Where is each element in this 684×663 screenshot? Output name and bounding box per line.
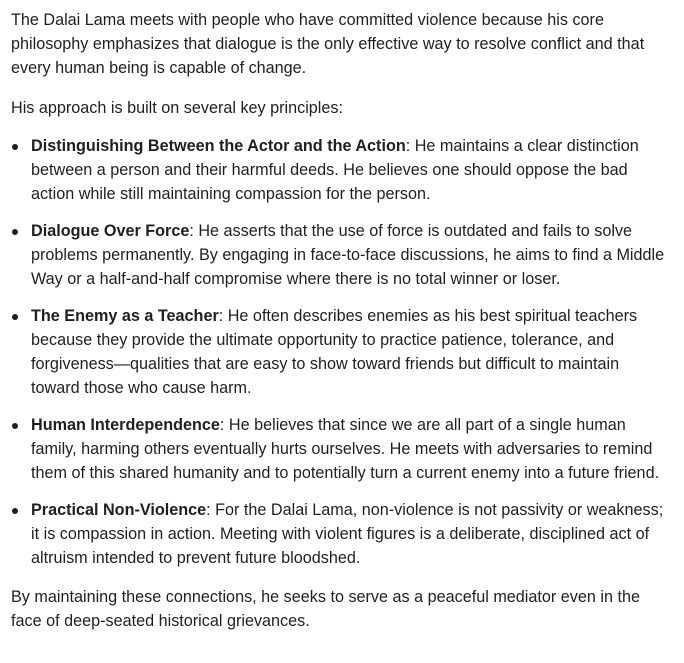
principle-title: Distinguishing Between the Actor and the Action [31, 137, 406, 155]
principle-text: : He asserts that the use of force is outdated and fails to solve problems permanently. By engaging in face-to-face discussions, he aims to find a Middle Way or a half-and-half compromise where there is no total winner or loser. [31, 222, 665, 288]
list-item [11, 304, 670, 400]
bullet-icon [12, 144, 18, 150]
lead-paragraph: His approach is built on several key principles: [11, 99, 344, 117]
principle-text: : He believes that since we are all part of a single human family, harming others eventually hurts ourselves. He meets with adversaries to remind them of this shared humanity and to potentially turn a current enemy into a future friend. [31, 416, 660, 482]
bullet-icon [12, 314, 18, 320]
bullet-icon [12, 229, 18, 235]
principle-text: : He maintains a clear distinction between a person and their harmful deeds. He believes one should oppose the bad action while still maintaining compassion for the person. [31, 137, 639, 203]
principles-list [11, 134, 670, 570]
principle-title: Practical Non-Violence [31, 501, 207, 519]
list-item [11, 219, 670, 291]
principle-title: Dialogue Over Force [31, 222, 190, 240]
list-item [11, 134, 670, 206]
principle-title: Human Interdependence [31, 416, 220, 434]
bullet-icon [12, 508, 18, 514]
intro-paragraph: The Dalai Lama meets with people who have committed violence because his core philosophy emphasizes that dialogue is the only effective way to resolve conflict and that every human being is capable of change. [11, 11, 645, 77]
list-item [11, 413, 670, 485]
list-item [11, 498, 670, 570]
closing-paragraph: By maintaining these connections, he seeks to serve as a peaceful mediator even in the face of deep-seated historical grievances. [11, 588, 640, 630]
principle-text: : He often describes enemies as his best spiritual teachers because they provide the ultimate opportunity to practice patience, tolerance, and forgiveness—qualities that are easy to show toward friends but difficult to maintain toward those who cause harm. [31, 307, 638, 397]
bullet-icon [12, 423, 18, 429]
principle-text: : For the Dalai Lama, non-violence is not passivity or weakness; it is compassion in action. Meeting with violent figures is a deliberate, disciplined act of altruism intended to prevent future bloodshed. [31, 501, 664, 567]
principle-title: The Enemy as a Teacher [31, 307, 219, 325]
